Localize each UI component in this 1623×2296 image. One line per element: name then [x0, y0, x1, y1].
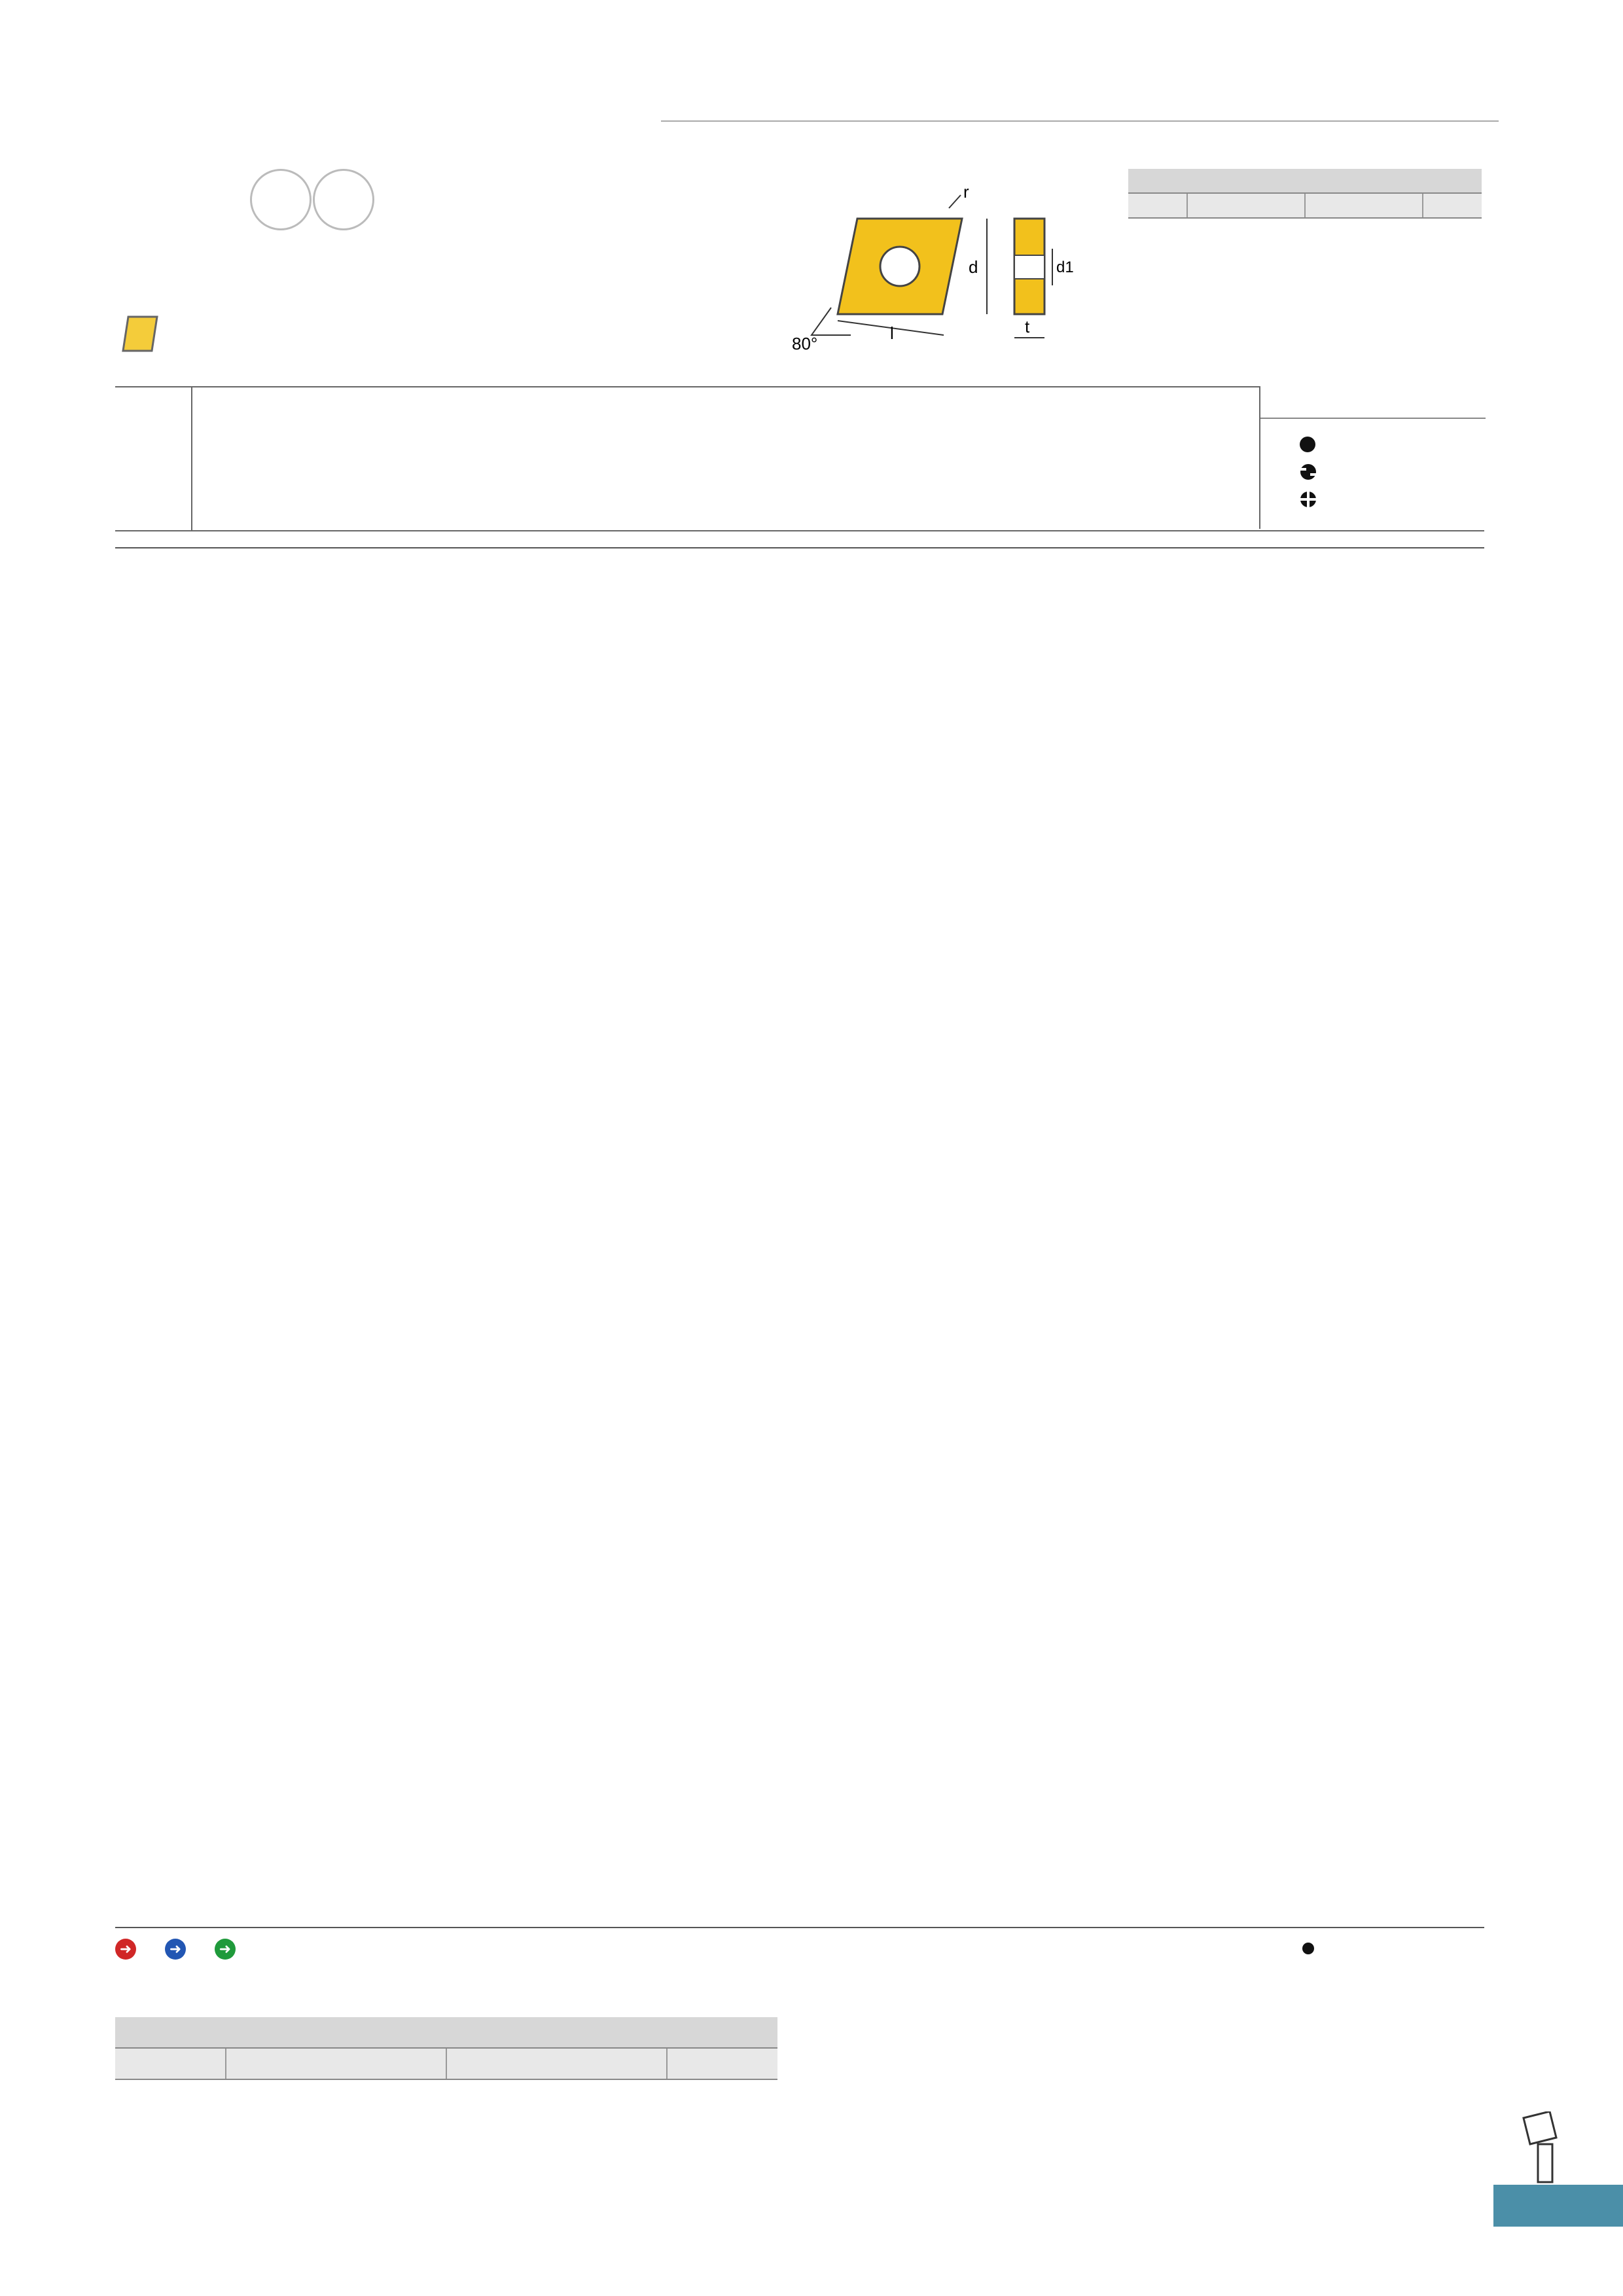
header-rule: [661, 120, 1499, 122]
footer-letter-box: [1493, 2185, 1623, 2227]
conditions-panel: [1259, 386, 1486, 529]
svg-text:d: d: [969, 257, 978, 277]
svg-text:l: l: [890, 323, 894, 343]
condition-universal: [1300, 457, 1486, 484]
svg-text:d1: d1: [1056, 259, 1074, 276]
dimensions-title: [1128, 169, 1482, 193]
insert-drawing: [792, 183, 1099, 360]
dim-col: [1423, 193, 1482, 218]
red-arrow-icon: ➜: [115, 1939, 136, 1960]
footnotes: [115, 1939, 1484, 1960]
turning-tool-icon: [1517, 2111, 1569, 2183]
conditions-title: [1260, 386, 1486, 419]
holders-title: [115, 2017, 777, 2048]
blue-arrow-icon: ➜: [165, 1939, 186, 1960]
green-arrow-icon: ➜: [215, 1939, 236, 1960]
condition-interrupted: [1300, 484, 1486, 512]
dim-col: [1305, 193, 1423, 218]
grades-table-frame: [115, 547, 1484, 1928]
svg-text:80°: 80°: [792, 334, 818, 353]
condition-continuous: [1300, 429, 1486, 457]
code-placeholder-circle-1: [250, 169, 312, 230]
interrupted-icon: [1300, 491, 1317, 508]
svg-text:t: t: [1025, 317, 1030, 336]
svg-text:r: r: [963, 183, 969, 202]
stock-note: [1302, 1939, 1314, 1958]
continuous-icon: [1300, 437, 1315, 452]
dim-col: [1128, 193, 1187, 218]
materials-side-label: [115, 387, 192, 530]
rhombus-icon: [119, 313, 161, 355]
dimensions-table: [1128, 169, 1482, 219]
holders-table: [115, 2017, 777, 2080]
code-placeholder-circle-2: [313, 169, 374, 230]
dim-col: [1187, 193, 1305, 218]
universal-icon: [1300, 463, 1317, 480]
